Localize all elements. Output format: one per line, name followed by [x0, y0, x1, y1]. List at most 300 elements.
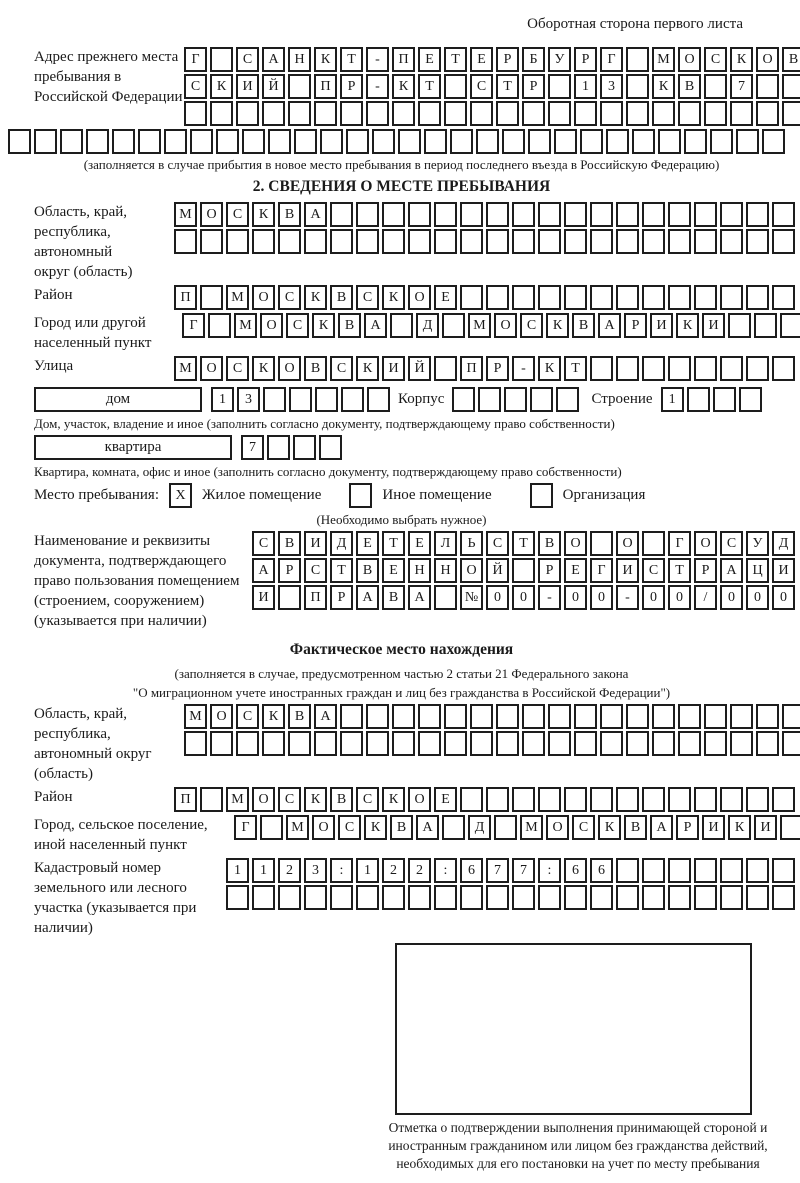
char-box[interactable]: П	[460, 356, 483, 381]
char-box[interactable]: 0	[720, 585, 743, 610]
char-box[interactable]: А	[304, 202, 327, 227]
char-box[interactable]: /	[694, 585, 717, 610]
char-box[interactable]	[460, 229, 483, 254]
char-box[interactable]	[341, 387, 364, 412]
char-box[interactable]: В	[288, 704, 311, 729]
char-box[interactable]	[590, 531, 613, 556]
char-box[interactable]	[704, 704, 727, 729]
char-box[interactable]	[356, 885, 379, 910]
char-box[interactable]	[642, 356, 665, 381]
char-box[interactable]	[642, 285, 665, 310]
char-box[interactable]: -	[366, 47, 389, 72]
char-box[interactable]	[678, 731, 701, 756]
char-box[interactable]	[278, 585, 301, 610]
char-box[interactable]: А	[252, 558, 275, 583]
char-box[interactable]	[434, 202, 457, 227]
checkbox-other-premises[interactable]	[349, 483, 372, 508]
char-box[interactable]	[496, 731, 519, 756]
char-box[interactable]	[530, 387, 553, 412]
char-box[interactable]	[278, 229, 301, 254]
char-box[interactable]	[720, 356, 743, 381]
char-box[interactable]: А	[650, 815, 673, 840]
char-box[interactable]: О	[460, 558, 483, 583]
char-box[interactable]	[86, 129, 109, 154]
char-box[interactable]: Т	[418, 74, 441, 99]
char-box[interactable]	[652, 704, 675, 729]
char-box[interactable]	[780, 815, 800, 840]
char-box[interactable]	[746, 202, 769, 227]
char-box[interactable]	[289, 387, 312, 412]
char-box[interactable]: М	[174, 202, 197, 227]
char-box[interactable]: А	[416, 815, 439, 840]
char-box[interactable]: К	[392, 74, 415, 99]
char-box[interactable]	[668, 356, 691, 381]
char-box[interactable]	[713, 387, 736, 412]
char-box[interactable]	[216, 129, 239, 154]
char-box[interactable]: С	[252, 531, 275, 556]
char-box[interactable]	[574, 731, 597, 756]
char-box[interactable]	[782, 74, 800, 99]
char-box[interactable]	[616, 202, 639, 227]
char-box[interactable]	[252, 885, 275, 910]
char-box[interactable]: О	[408, 285, 431, 310]
char-box[interactable]: К	[314, 47, 337, 72]
char-box[interactable]	[200, 285, 223, 310]
char-box[interactable]: Б	[522, 47, 545, 72]
char-box[interactable]	[626, 47, 649, 72]
char-box[interactable]: С	[470, 74, 493, 99]
char-box[interactable]: Г	[600, 47, 623, 72]
char-box[interactable]	[319, 435, 342, 460]
char-box[interactable]: А	[720, 558, 743, 583]
char-box[interactable]	[398, 129, 421, 154]
char-box[interactable]: 0	[668, 585, 691, 610]
char-box[interactable]: Р	[330, 585, 353, 610]
char-box[interactable]	[476, 129, 499, 154]
char-box[interactable]	[408, 202, 431, 227]
char-box[interactable]	[756, 731, 779, 756]
char-box[interactable]: П	[392, 47, 415, 72]
char-box[interactable]	[538, 885, 561, 910]
char-box[interactable]	[720, 787, 743, 812]
char-box[interactable]	[694, 787, 717, 812]
char-box[interactable]: К	[252, 356, 275, 381]
char-box[interactable]	[730, 101, 753, 126]
char-box[interactable]	[772, 787, 795, 812]
char-box[interactable]	[522, 704, 545, 729]
char-box[interactable]	[242, 129, 265, 154]
char-box[interactable]	[164, 129, 187, 154]
char-box[interactable]	[772, 858, 795, 883]
char-box[interactable]: В	[624, 815, 647, 840]
char-box[interactable]	[460, 285, 483, 310]
char-box[interactable]: К	[382, 787, 405, 812]
char-box[interactable]: Г	[182, 313, 205, 338]
char-box[interactable]	[746, 858, 769, 883]
char-box[interactable]	[138, 129, 161, 154]
char-box[interactable]: Т	[512, 531, 535, 556]
char-box[interactable]: И	[382, 356, 405, 381]
char-box[interactable]	[8, 129, 31, 154]
char-box[interactable]: Н	[434, 558, 457, 583]
char-box[interactable]	[314, 101, 337, 126]
char-box[interactable]: Р	[522, 74, 545, 99]
char-box[interactable]	[652, 731, 675, 756]
char-box[interactable]	[512, 229, 535, 254]
char-box[interactable]: В	[304, 356, 327, 381]
char-box[interactable]	[392, 101, 415, 126]
char-box[interactable]: Й	[486, 558, 509, 583]
char-box[interactable]	[460, 885, 483, 910]
char-box[interactable]	[366, 731, 389, 756]
char-box[interactable]: 7	[512, 858, 535, 883]
char-box[interactable]: Н	[288, 47, 311, 72]
char-box[interactable]: В	[278, 531, 301, 556]
char-box[interactable]	[720, 202, 743, 227]
char-box[interactable]	[450, 129, 473, 154]
char-box[interactable]: 2	[382, 858, 405, 883]
char-box[interactable]	[590, 202, 613, 227]
char-box[interactable]: В	[390, 815, 413, 840]
char-box[interactable]	[34, 129, 57, 154]
char-box[interactable]	[512, 787, 535, 812]
char-box[interactable]: У	[746, 531, 769, 556]
char-box[interactable]	[444, 704, 467, 729]
char-box[interactable]: :	[330, 858, 353, 883]
char-box[interactable]	[730, 704, 753, 729]
char-box[interactable]	[408, 885, 431, 910]
char-box[interactable]: О	[564, 531, 587, 556]
char-box[interactable]	[262, 731, 285, 756]
char-box[interactable]	[694, 356, 717, 381]
char-box[interactable]: 7	[730, 74, 753, 99]
char-box[interactable]	[590, 787, 613, 812]
char-box[interactable]: М	[174, 356, 197, 381]
char-box[interactable]	[736, 129, 759, 154]
char-box[interactable]: О	[494, 313, 517, 338]
char-box[interactable]	[720, 885, 743, 910]
char-box[interactable]	[200, 787, 223, 812]
char-box[interactable]	[512, 885, 535, 910]
char-box[interactable]: И	[236, 74, 259, 99]
char-box[interactable]	[616, 858, 639, 883]
char-box[interactable]: Т	[444, 47, 467, 72]
char-box[interactable]	[367, 387, 390, 412]
char-box[interactable]	[470, 101, 493, 126]
char-box[interactable]: М	[184, 704, 207, 729]
char-box[interactable]: К	[364, 815, 387, 840]
char-box[interactable]	[694, 229, 717, 254]
char-box[interactable]	[444, 74, 467, 99]
char-box[interactable]: К	[252, 202, 275, 227]
char-box[interactable]: 6	[590, 858, 613, 883]
char-box[interactable]	[442, 313, 465, 338]
char-box[interactable]: Й	[262, 74, 285, 99]
char-box[interactable]	[642, 229, 665, 254]
char-box[interactable]: Е	[408, 531, 431, 556]
char-box[interactable]	[548, 731, 571, 756]
char-box[interactable]: 7	[241, 435, 264, 460]
char-box[interactable]: Е	[382, 558, 405, 583]
char-box[interactable]	[746, 787, 769, 812]
char-box[interactable]	[330, 229, 353, 254]
char-box[interactable]	[288, 101, 311, 126]
char-box[interactable]: С	[236, 704, 259, 729]
char-box[interactable]: А	[408, 585, 431, 610]
char-box[interactable]	[652, 101, 675, 126]
char-box[interactable]	[642, 858, 665, 883]
char-box[interactable]	[626, 704, 649, 729]
char-box[interactable]: И	[252, 585, 275, 610]
char-box[interactable]	[704, 731, 727, 756]
char-box[interactable]	[590, 229, 613, 254]
char-box[interactable]	[512, 285, 535, 310]
char-box[interactable]	[642, 531, 665, 556]
char-box[interactable]	[263, 387, 286, 412]
char-box[interactable]	[522, 731, 545, 756]
char-box[interactable]: Р	[538, 558, 561, 583]
char-box[interactable]	[574, 704, 597, 729]
char-box[interactable]	[616, 229, 639, 254]
char-box[interactable]: О	[546, 815, 569, 840]
char-box[interactable]	[494, 815, 517, 840]
char-box[interactable]: С	[642, 558, 665, 583]
char-box[interactable]: :	[434, 858, 457, 883]
char-box[interactable]	[704, 101, 727, 126]
char-box[interactable]	[710, 129, 733, 154]
char-box[interactable]: А	[314, 704, 337, 729]
char-box[interactable]: 0	[746, 585, 769, 610]
char-box[interactable]: У	[548, 47, 571, 72]
char-box[interactable]	[606, 129, 629, 154]
char-box[interactable]: А	[364, 313, 387, 338]
char-box[interactable]	[538, 202, 561, 227]
char-box[interactable]: О	[694, 531, 717, 556]
char-box[interactable]	[704, 74, 727, 99]
char-box[interactable]: 3	[600, 74, 623, 99]
char-box[interactable]: С	[304, 558, 327, 583]
char-box[interactable]: О	[678, 47, 701, 72]
char-box[interactable]	[190, 129, 213, 154]
char-box[interactable]: Н	[408, 558, 431, 583]
char-box[interactable]	[366, 101, 389, 126]
char-box[interactable]: Р	[496, 47, 519, 72]
char-box[interactable]: М	[286, 815, 309, 840]
char-box[interactable]	[278, 885, 301, 910]
char-box[interactable]	[548, 704, 571, 729]
char-box[interactable]	[590, 885, 613, 910]
char-box[interactable]	[746, 356, 769, 381]
char-box[interactable]	[782, 731, 800, 756]
char-box[interactable]: Е	[434, 787, 457, 812]
char-box[interactable]	[262, 101, 285, 126]
char-box[interactable]	[564, 285, 587, 310]
char-box[interactable]: О	[312, 815, 335, 840]
char-box[interactable]	[434, 229, 457, 254]
char-box[interactable]: 6	[460, 858, 483, 883]
char-box[interactable]	[728, 313, 751, 338]
char-box[interactable]	[554, 129, 577, 154]
char-box[interactable]	[668, 885, 691, 910]
char-box[interactable]	[340, 731, 363, 756]
checkbox-organization[interactable]	[530, 483, 553, 508]
char-box[interactable]	[746, 285, 769, 310]
char-box[interactable]: Р	[574, 47, 597, 72]
char-box[interactable]: И	[650, 313, 673, 338]
char-box[interactable]	[304, 229, 327, 254]
char-box[interactable]: В	[382, 585, 405, 610]
checkbox-residential[interactable]: X	[169, 483, 192, 508]
char-box[interactable]	[590, 356, 613, 381]
char-box[interactable]	[678, 101, 701, 126]
char-box[interactable]: А	[598, 313, 621, 338]
char-box[interactable]	[496, 704, 519, 729]
char-box[interactable]	[60, 129, 83, 154]
char-box[interactable]: 1	[226, 858, 249, 883]
char-box[interactable]	[452, 387, 475, 412]
char-box[interactable]	[496, 101, 519, 126]
char-box[interactable]: С	[356, 285, 379, 310]
char-box[interactable]: Р	[676, 815, 699, 840]
char-box[interactable]: Й	[408, 356, 431, 381]
char-box[interactable]: О	[200, 356, 223, 381]
char-box[interactable]	[564, 885, 587, 910]
char-box[interactable]	[418, 704, 441, 729]
char-box[interactable]	[236, 731, 259, 756]
char-box[interactable]	[642, 787, 665, 812]
char-box[interactable]	[668, 285, 691, 310]
char-box[interactable]: К	[304, 787, 327, 812]
char-box[interactable]	[340, 704, 363, 729]
char-box[interactable]	[460, 202, 483, 227]
char-box[interactable]: 2	[408, 858, 431, 883]
char-box[interactable]	[512, 202, 535, 227]
char-box[interactable]	[392, 731, 415, 756]
char-box[interactable]	[200, 229, 223, 254]
char-box[interactable]	[184, 101, 207, 126]
char-box[interactable]	[366, 704, 389, 729]
char-box[interactable]	[782, 101, 800, 126]
char-box[interactable]: С	[486, 531, 509, 556]
char-box[interactable]	[580, 129, 603, 154]
char-box[interactable]: 1	[661, 387, 684, 412]
char-box[interactable]	[616, 356, 639, 381]
char-box[interactable]	[112, 129, 135, 154]
char-box[interactable]	[762, 129, 785, 154]
char-box[interactable]	[392, 704, 415, 729]
char-box[interactable]: Е	[564, 558, 587, 583]
char-box[interactable]: М	[226, 285, 249, 310]
char-box[interactable]: 1	[252, 858, 275, 883]
char-box[interactable]: 3	[237, 387, 260, 412]
char-box[interactable]: Е	[356, 531, 379, 556]
char-box[interactable]: Д	[468, 815, 491, 840]
char-box[interactable]	[210, 101, 233, 126]
char-box[interactable]: К	[546, 313, 569, 338]
char-box[interactable]: 0	[642, 585, 665, 610]
char-box[interactable]	[720, 858, 743, 883]
char-box[interactable]: О	[200, 202, 223, 227]
char-box[interactable]	[226, 229, 249, 254]
char-box[interactable]	[642, 202, 665, 227]
char-box[interactable]: И	[754, 815, 777, 840]
char-box[interactable]	[486, 229, 509, 254]
char-box[interactable]	[210, 47, 233, 72]
char-box[interactable]	[208, 313, 231, 338]
char-box[interactable]: С	[184, 74, 207, 99]
char-box[interactable]: В	[330, 285, 353, 310]
char-box[interactable]	[382, 202, 405, 227]
char-box[interactable]: М	[234, 313, 257, 338]
char-box[interactable]: М	[652, 47, 675, 72]
char-box[interactable]	[746, 229, 769, 254]
char-box[interactable]	[772, 285, 795, 310]
char-box[interactable]: №	[460, 585, 483, 610]
char-box[interactable]	[772, 202, 795, 227]
char-box[interactable]	[574, 101, 597, 126]
char-box[interactable]: С	[330, 356, 353, 381]
char-box[interactable]	[756, 704, 779, 729]
char-box[interactable]	[694, 858, 717, 883]
char-box[interactable]: 1	[211, 387, 234, 412]
char-box[interactable]	[548, 74, 571, 99]
char-box[interactable]	[288, 74, 311, 99]
char-box[interactable]	[320, 129, 343, 154]
char-box[interactable]: Т	[330, 558, 353, 583]
char-box[interactable]	[418, 101, 441, 126]
char-box[interactable]	[642, 885, 665, 910]
char-box[interactable]: 6	[564, 858, 587, 883]
char-box[interactable]	[668, 787, 691, 812]
char-box[interactable]	[304, 885, 327, 910]
char-box[interactable]: Р	[278, 558, 301, 583]
char-box[interactable]	[564, 787, 587, 812]
char-box[interactable]: 3	[304, 858, 327, 883]
char-box[interactable]: Е	[418, 47, 441, 72]
char-box[interactable]: К	[262, 704, 285, 729]
char-box[interactable]	[668, 858, 691, 883]
char-box[interactable]: Е	[470, 47, 493, 72]
char-box[interactable]: Т	[340, 47, 363, 72]
char-box[interactable]	[260, 815, 283, 840]
char-box[interactable]	[600, 731, 623, 756]
char-box[interactable]	[626, 101, 649, 126]
char-box[interactable]	[694, 285, 717, 310]
char-box[interactable]	[600, 101, 623, 126]
char-box[interactable]: С	[572, 815, 595, 840]
char-box[interactable]: К	[210, 74, 233, 99]
char-box[interactable]	[668, 202, 691, 227]
char-box[interactable]: Г	[234, 815, 257, 840]
char-box[interactable]	[538, 787, 561, 812]
char-box[interactable]	[616, 787, 639, 812]
char-box[interactable]: 0	[772, 585, 795, 610]
char-box[interactable]: А	[356, 585, 379, 610]
char-box[interactable]: В	[538, 531, 561, 556]
char-box[interactable]: С	[356, 787, 379, 812]
char-box[interactable]: Р	[486, 356, 509, 381]
char-box[interactable]: С	[338, 815, 361, 840]
char-box[interactable]: К	[652, 74, 675, 99]
char-box[interactable]	[294, 129, 317, 154]
char-box[interactable]	[267, 435, 290, 460]
char-box[interactable]: П	[174, 285, 197, 310]
char-box[interactable]	[424, 129, 447, 154]
char-box[interactable]: С	[720, 531, 743, 556]
char-box[interactable]: 0	[564, 585, 587, 610]
char-box[interactable]: 1	[356, 858, 379, 883]
char-box[interactable]	[470, 704, 493, 729]
